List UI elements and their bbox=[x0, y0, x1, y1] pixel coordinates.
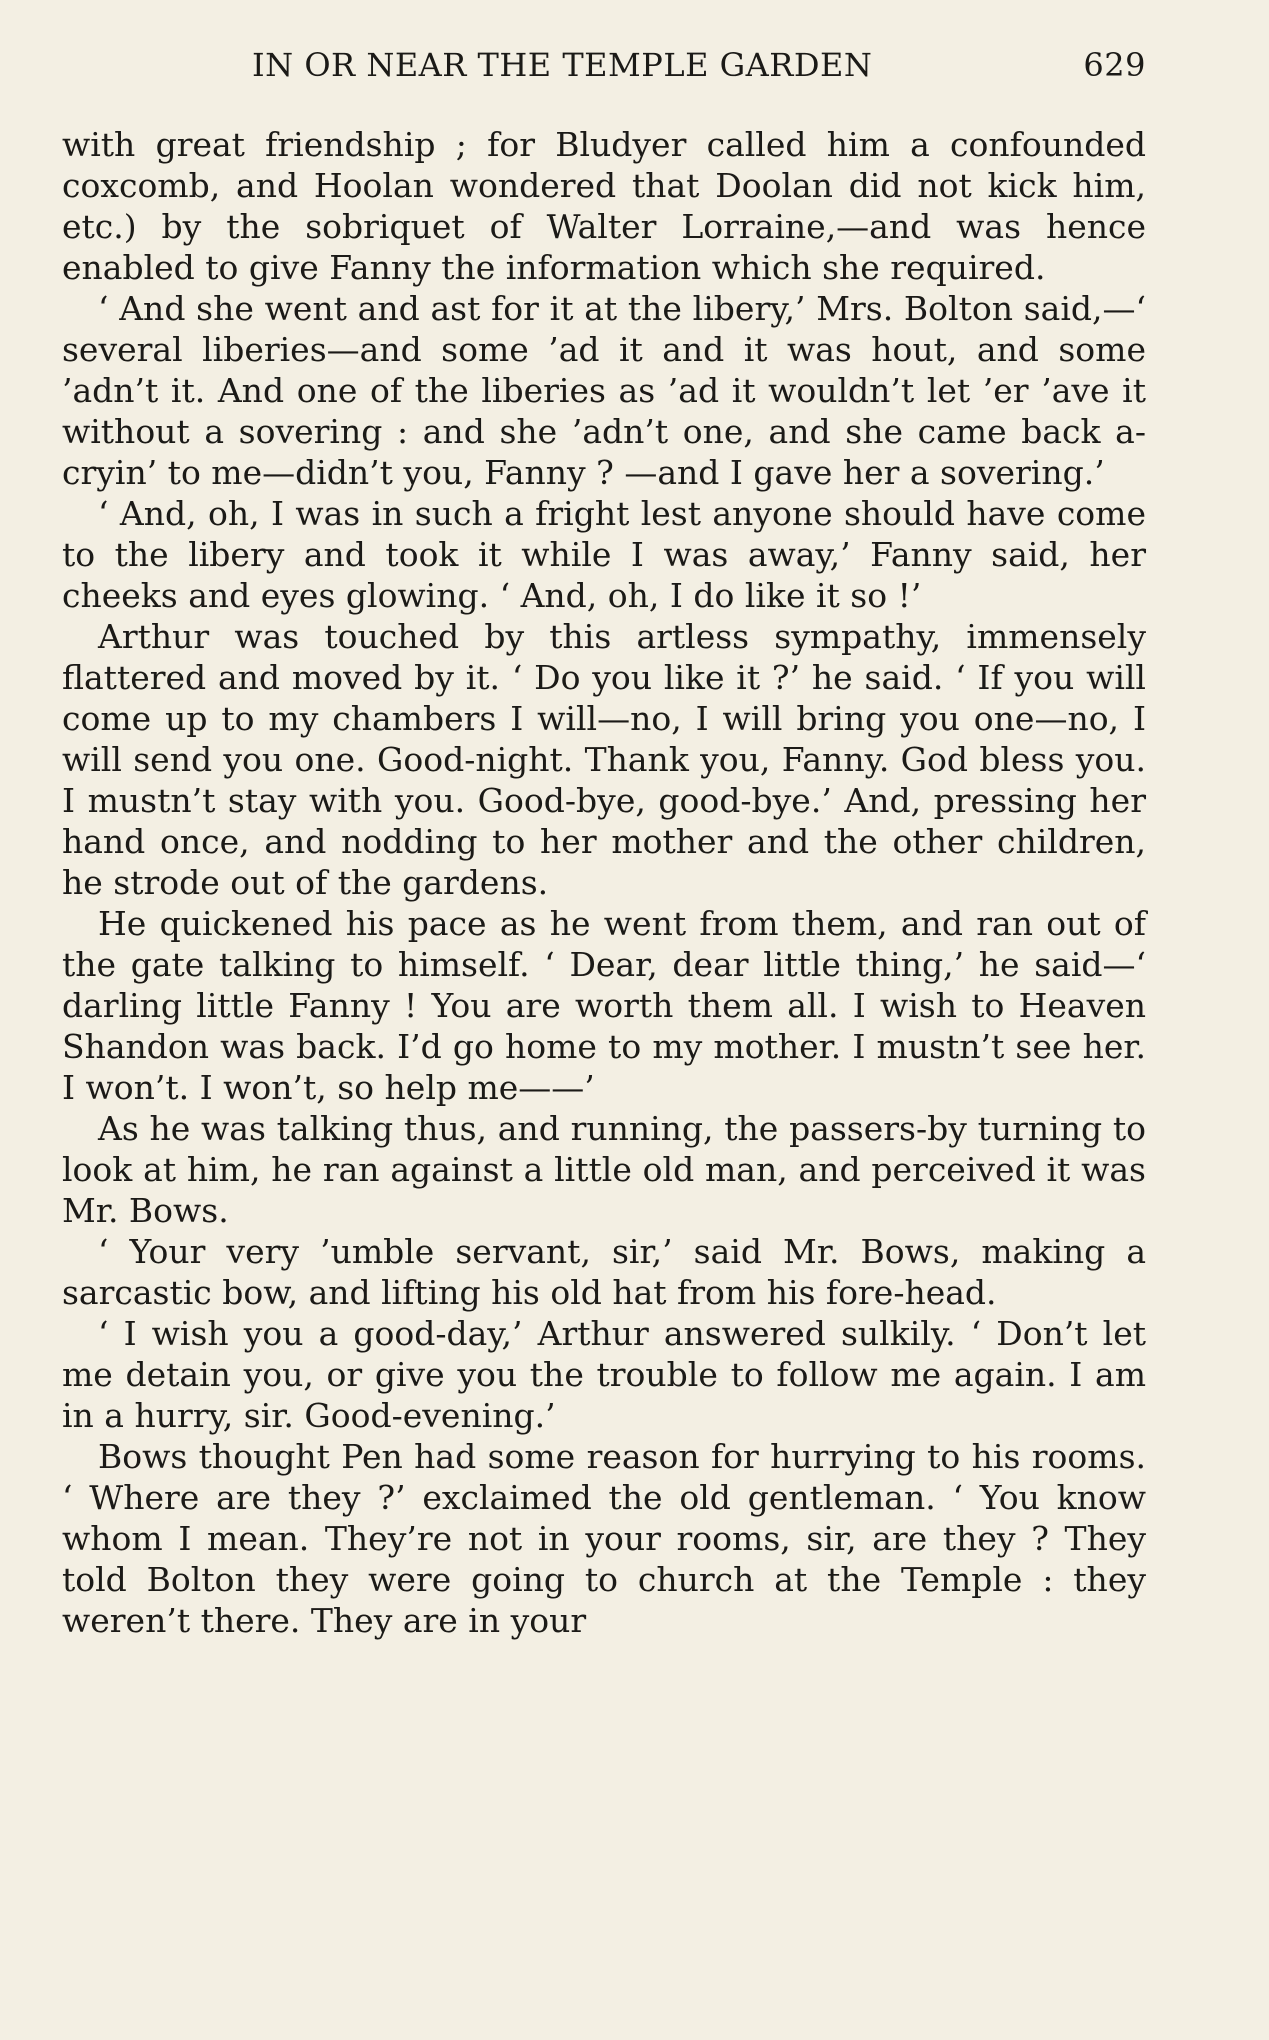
paragraph: with great friendship ; for Bludyer called him a confounded coxcomb, and Hoolan wondered that Doolan did not kick him, etc.) by the sobriquet of Walter Lorraine,—and was hence enabled to give Fanny the information which she required. bbox=[62, 125, 1146, 287]
paragraph: As he was talking thus, and running, the passers-by turning to look at him, he ran against a little old man, and perceived it was Mr. Bows. bbox=[62, 1109, 1146, 1230]
paragraph: ‘ Your very ’umble servant, sir,’ said Mr. Bows, making a sarcastic bow, and lifting his old hat from his fore-head. bbox=[62, 1232, 1146, 1312]
body-text bbox=[62, 124, 1146, 1641]
paragraph: Arthur was touched by this artless sympathy, immensely flattered and moved by it. ‘ Do you like it ?’ he said. ‘ If you will come up to my chambers I will—no, I will bring you one—no, I will send you one. Good-night. Thank you, Fanny. God bless you. I mustn’t stay with you. Good-bye, good-bye.’ And, pressing her hand once, and nodding to her mother and the other children, he strode out of the gardens. bbox=[62, 617, 1146, 902]
running-title: IN OR NEAR THE TEMPLE GARDEN bbox=[252, 46, 873, 84]
running-head bbox=[64, 46, 1146, 90]
paragraph: Bows thought Pen had some reason for hurrying to his rooms. ‘ Where are they ?’ exclaimed the old gentleman. ‘ You know whom I mean. They’re not in your rooms, sir, are they ? They told Bolton they were going to church at the Temple : they weren’t there. They are in your bbox=[62, 1437, 1146, 1640]
paragraph: He quickened his pace as he went from them, and ran out of the gate talking to himself. ‘ Dear, dear little thing,’ he said—‘ darling little Fanny ! You are worth them all. I wish to Heaven Shandon was back. I’d go home to my mother. I mustn’t see her. I won’t. I won’t, so help me——’ bbox=[62, 904, 1146, 1107]
paragraph: ‘ I wish you a good-day,’ Arthur answered sulkily. ‘ Don’t let me detain you, or give you the trouble to follow me again. I am in a hurry, sir. Good-evening.’ bbox=[62, 1314, 1146, 1435]
paragraph: ‘ And she went and ast for it at the libery,’ Mrs. Bolton said,—‘ several liberies—and some ’ad it and it was hout, and some ’adn’t it. And one of the liberies as ’ad it wouldn’t let ’er ’ave it without a sovering : and she ’adn’t one, and she came back a-cryin’ to me—didn’t you, Fanny ? —and I gave her a sovering.’ bbox=[62, 289, 1146, 492]
paragraph: ‘ And, oh, I was in such a fright lest anyone should have come to the libery and took it while I was away,’ Fanny said, her cheeks and eyes glowing. ‘ And, oh, I do like it so !’ bbox=[62, 494, 1146, 615]
page-number: 629 bbox=[1083, 46, 1146, 84]
